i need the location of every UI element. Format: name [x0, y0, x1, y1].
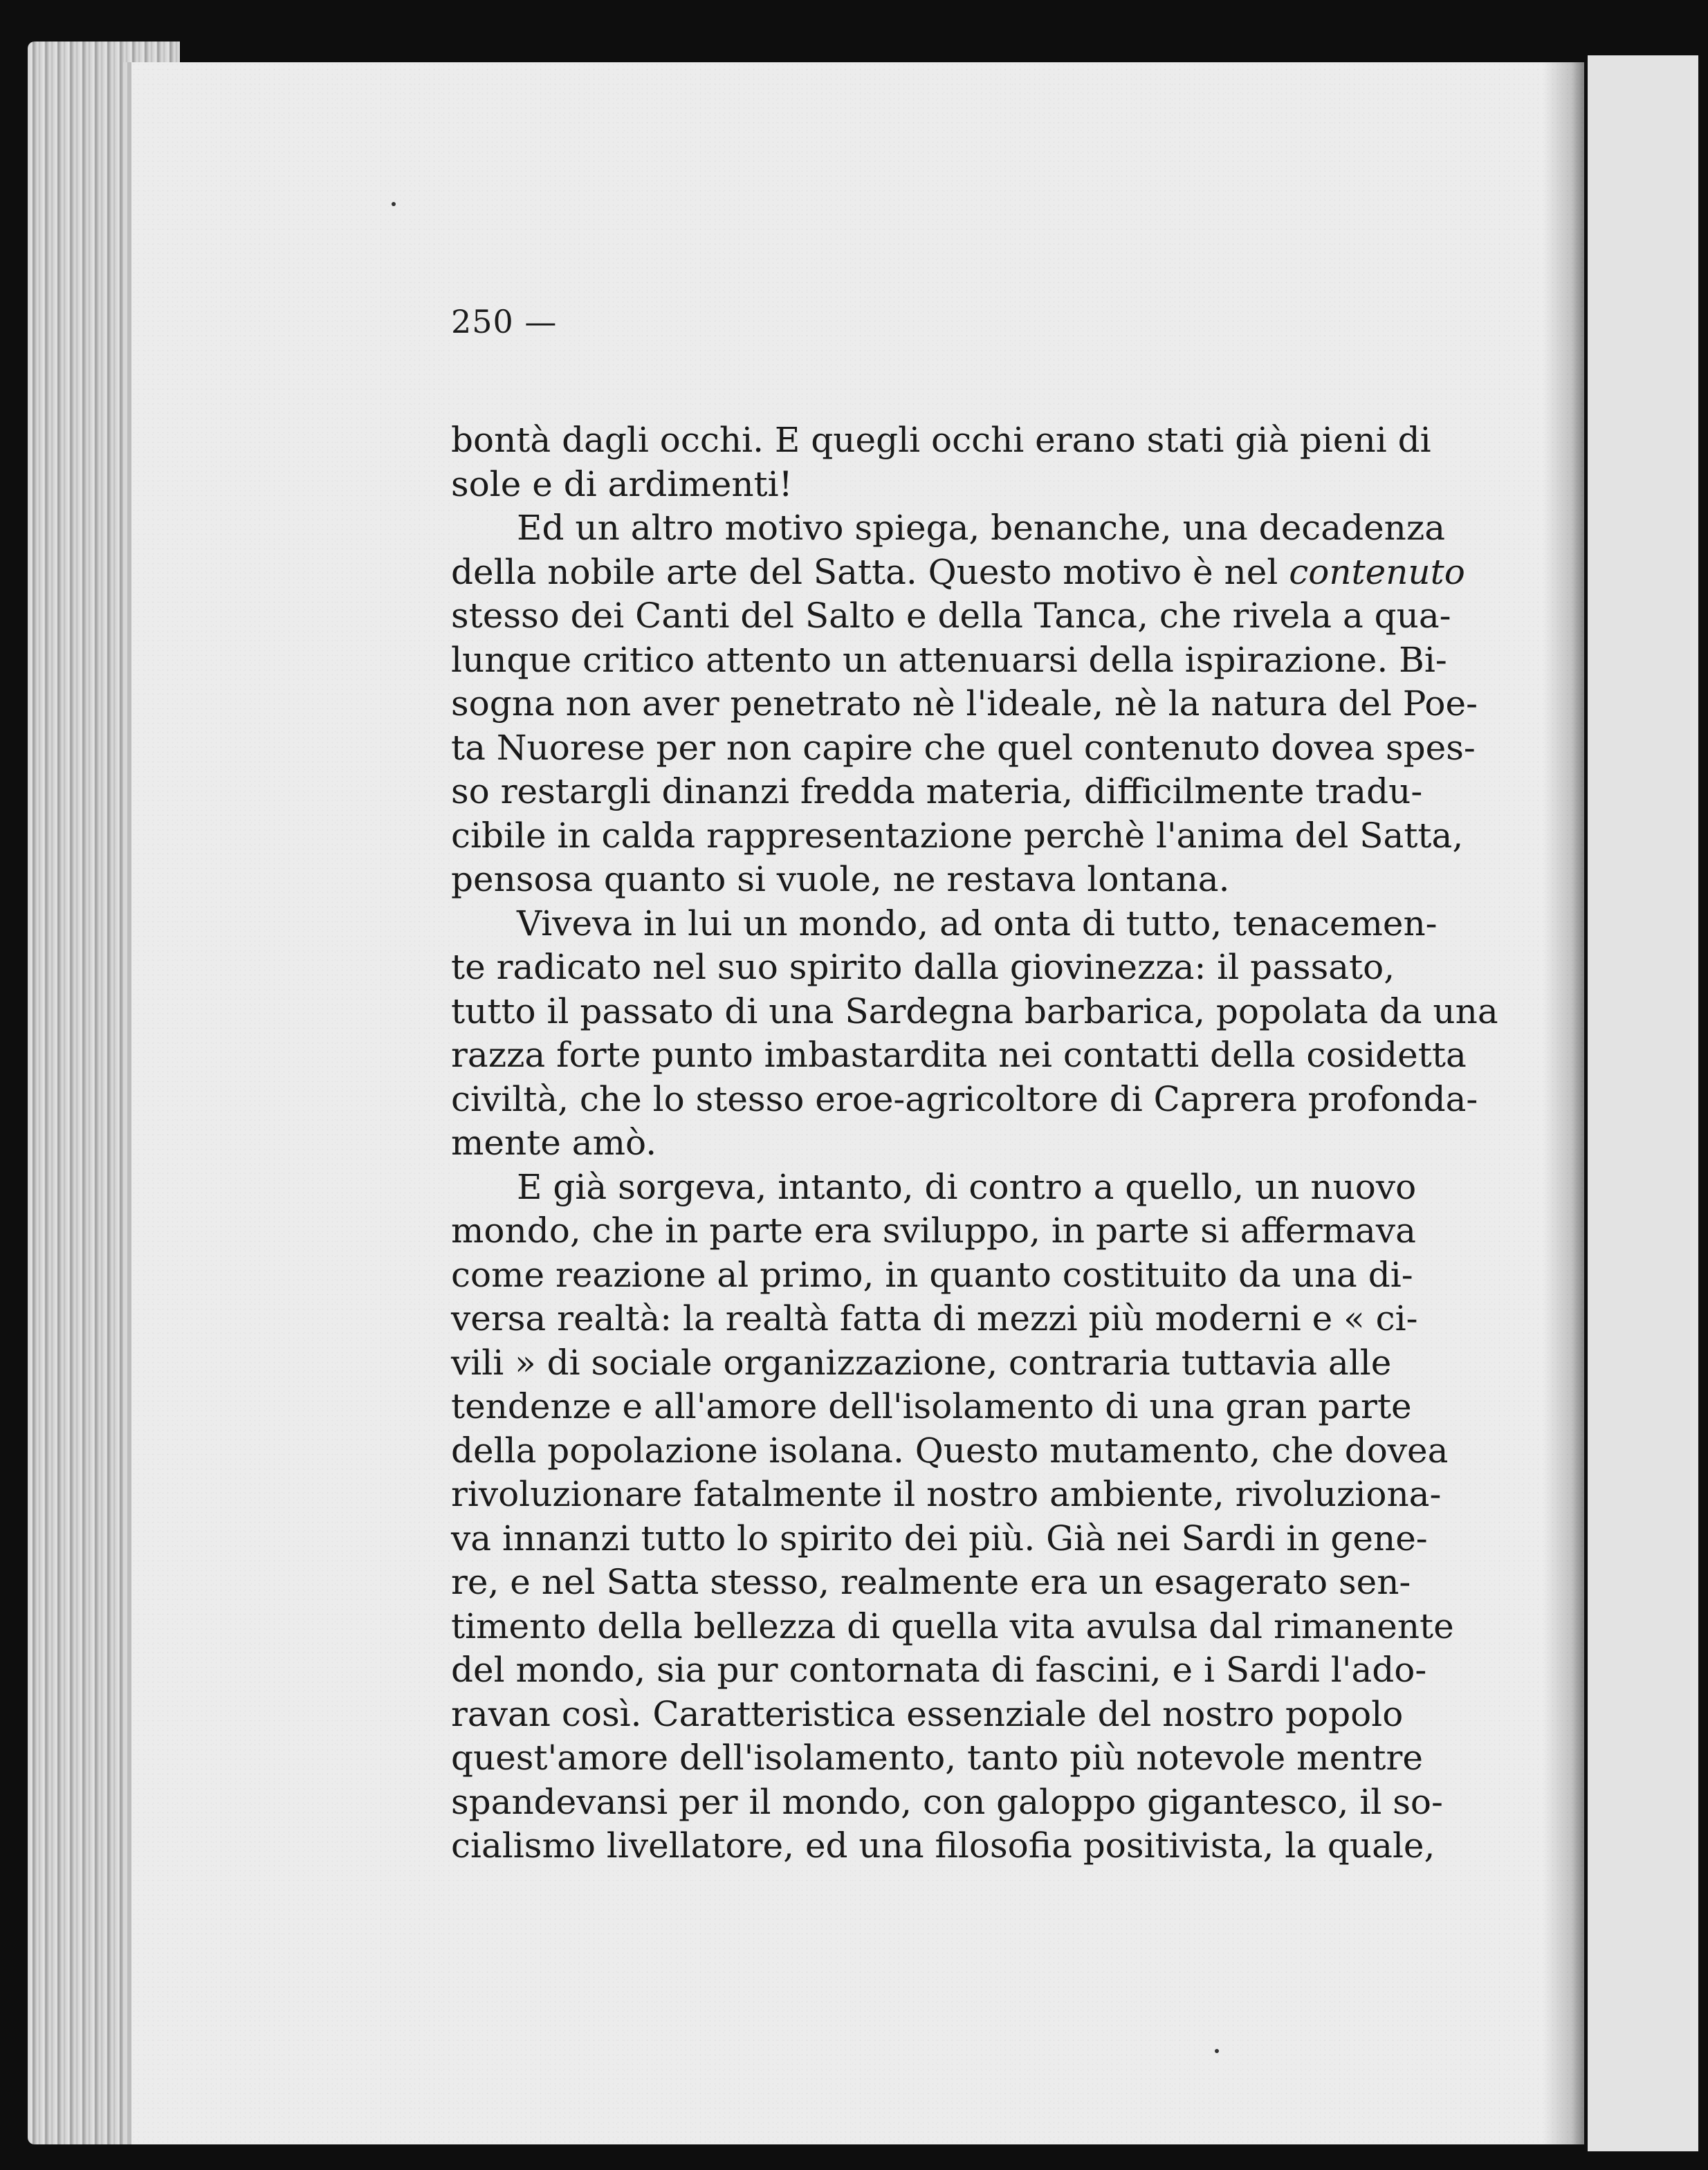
- text-line: come reazione al primo, in quanto costituito da una di-: [451, 1254, 1413, 1295]
- text-line: mondo, che in parte era sviluppo, in parte si affermava: [451, 1211, 1416, 1251]
- text-line: rivoluzionare fatalmente il nostro ambiente, rivoluziona-: [451, 1474, 1442, 1514]
- text-line: timento della bellezza di quella vita avulsa dal rimanente: [451, 1606, 1454, 1646]
- text-line: vili » di sociale organizzazione, contraria tuttavia alle: [451, 1342, 1392, 1383]
- text-line: bontà dagli occhi. E quegli occhi erano stati già pieni di: [451, 420, 1431, 460]
- running-head: 250 —: [451, 303, 558, 340]
- text-line: sole e di ardimenti!: [451, 463, 793, 504]
- text-line: te radicato nel suo spirito dalla giovinezza: il passato,: [451, 947, 1395, 987]
- text-line: sogna non aver penetrato nè l'ideale, nè la natura del Poe-: [451, 683, 1478, 724]
- text-line: ravan così. Caratteristica essenziale del nostro popolo: [451, 1693, 1404, 1734]
- text-line: stesso dei Canti del Salto e della Tanca, che rivela a qua-: [451, 596, 1451, 636]
- text-line: E già sorgeva, intanto, di contro a quello, un nuovo: [517, 1166, 1417, 1207]
- scan-speck: [392, 202, 396, 206]
- text-line: versa realtà: la realtà fatta di mezzi più moderni e « ci-: [451, 1298, 1418, 1339]
- text-line: va innanzi tutto lo spirito dei più. Già nei Sardi in gene-: [451, 1518, 1428, 1558]
- italic-word: contenuto: [1289, 551, 1465, 592]
- text-line: quest'amore dell'isolamento, tanto più notevole mentre: [451, 1738, 1423, 1778]
- text-line: della popolazione isolana. Questo mutamento, che dovea: [451, 1430, 1449, 1471]
- text-line: pensosa quanto si vuole, ne restava lontana.: [451, 859, 1230, 899]
- text-line: tutto il passato di una Sardegna barbarica, popolata da una: [451, 991, 1498, 1031]
- text-line: Ed un altro motivo spiega, benanche, una decadenza: [517, 508, 1446, 548]
- text-line: ta Nuorese per non capire che quel contenuto dovea spes-: [451, 727, 1476, 768]
- text-line: tendenze e all'amore dell'isolamento di una gran parte: [451, 1386, 1412, 1426]
- text-line: mente amò.: [451, 1123, 657, 1163]
- text-line: della nobile arte del Satta. Questo motivo è nel contenuto: [451, 551, 1465, 592]
- text-line: cibile in calda rappresentazione perchè l'anima del Satta,: [451, 815, 1464, 856]
- scan-speck: [1215, 2049, 1219, 2053]
- text-line: Viveva in lui un mondo, ad onta di tutto, tenacemen-: [517, 903, 1438, 944]
- text-line: razza forte punto imbastardita nei contatti della cosidetta: [451, 1035, 1467, 1075]
- text-line: so restargli dinanzi fredda materia, difficilmente tradu-: [451, 771, 1423, 811]
- text-line: re, e nel Satta stesso, realmente era un esagerato sen-: [451, 1562, 1411, 1602]
- text-line: del mondo, sia pur contornata di fascini, e i Sardi l'ado-: [451, 1650, 1427, 1690]
- text-line: cialismo livellatore, ed una filosofia positivista, la quale,: [451, 1826, 1435, 1866]
- facing-page: [1588, 55, 1698, 2151]
- text-line: spandevansi per il mondo, con galoppo gigantesco, il so-: [451, 1781, 1443, 1822]
- text-line: civiltà, che lo stesso eroe-agricoltore di Caprera profonda-: [451, 1078, 1478, 1119]
- body-text: [451, 419, 1498, 1868]
- text-line: lunque critico attento un attenuarsi della ispirazione. Bi-: [451, 639, 1447, 680]
- spine-shadow: [1543, 62, 1584, 2144]
